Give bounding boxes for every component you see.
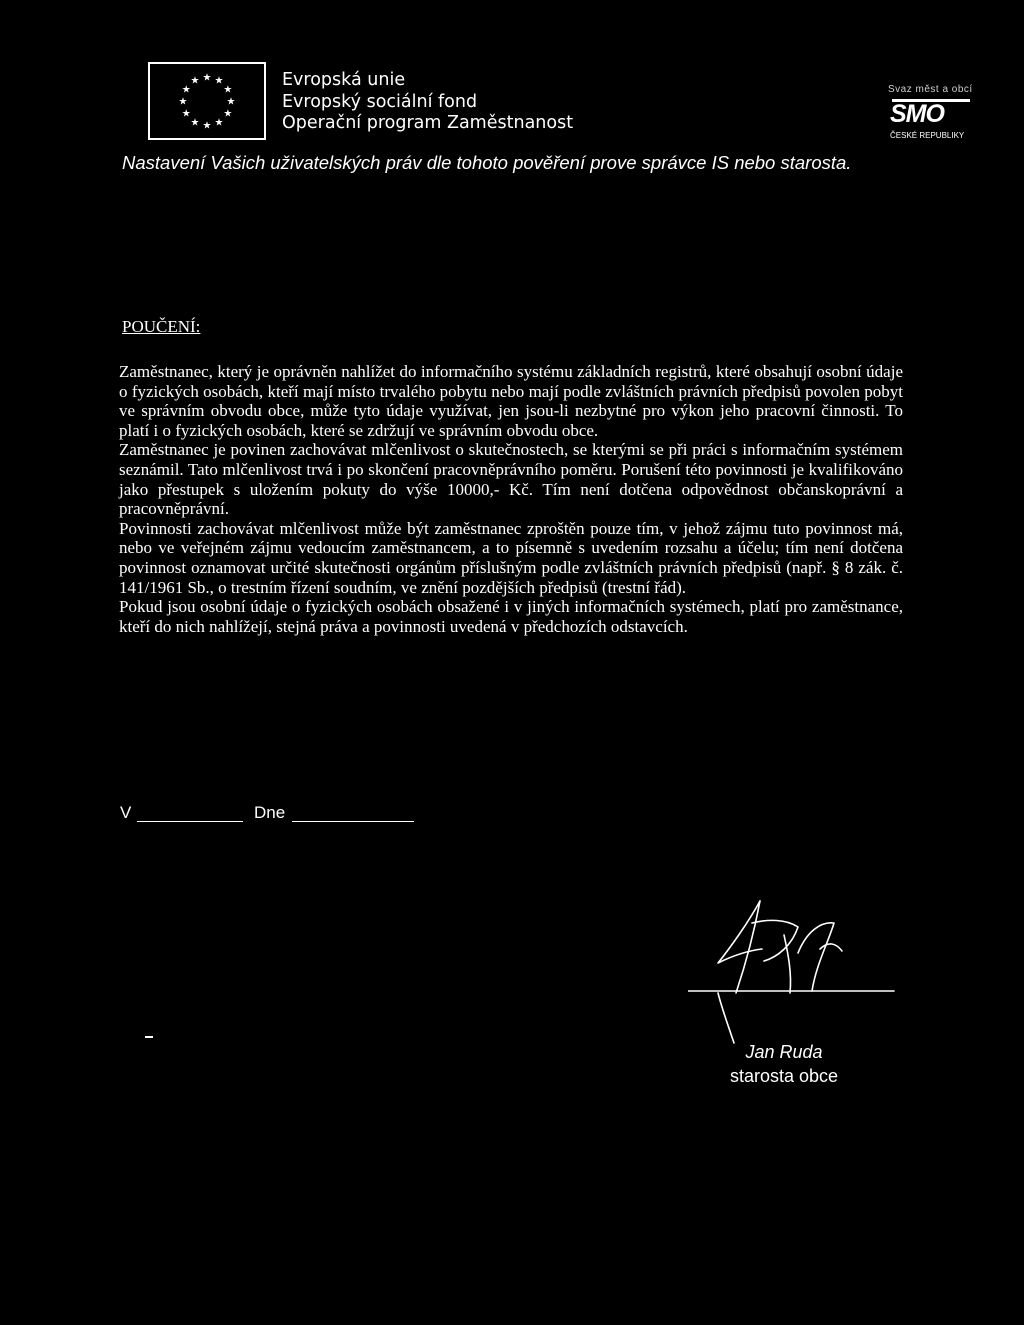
eu-star-icon: ★ (181, 84, 191, 96)
eu-stars-icon (150, 64, 264, 138)
eu-star-icon: ★ (181, 108, 191, 120)
eu-star-icon: ★ (223, 84, 233, 96)
eu-line-union: Evropská unie (282, 70, 406, 90)
dash-mark (145, 1036, 153, 1038)
instruction-paragraph: Zaměstnanec je povinen zachovávat mlčenlivost o skutečnostech, se kterými se při práci s informačním systémem seznámil. Tato mlčenlivost trvá i po skončení pracovněprávního poměru. Porušení této povinnosti je kvalifikováno jako přestupek s uložením pokuty do výše 10000,- Kč. Tím není dotčena odpovědnost občanskoprávní a pracovněprávní. (119, 440, 903, 519)
eu-star-icon: ★ (226, 96, 236, 108)
intro-note: Nastavení Vašich uživatelských práv dle tohoto pověření prove správce IS nebo starosta. (122, 152, 852, 173)
smo-logo-sub-text: ČESKÉ REPUBLIKY (890, 131, 965, 140)
signer-title: starosta obce (730, 1066, 839, 1086)
instruction-body (119, 362, 903, 636)
eu-flag-logo (148, 62, 266, 140)
eu-star-icon: ★ (202, 120, 212, 132)
eu-star-icon: ★ (223, 108, 233, 120)
instruction-paragraph: Povinnosti zachovávat mlčenlivost může být zaměstnanec zproštěn pouze tím, v jehož zájmu tuto povinnost má, nebo ve veřejném zájmu vedoucím zaměstnancem, a to písemně s uvedením rozsahu a účelu; tím není dotčena povinnost oznamovat určité skutečnosti orgánům příslušným podle zvláštních právních předpisů (např. § 8 zák. č. 141/1961 Sb., o trestním řízení soudním, ve znění pozdějších předpisů (trestní řád). (119, 518, 903, 597)
instruction-heading: POUČENÍ: (122, 317, 201, 336)
place-blank-line (137, 821, 243, 822)
date-blank-line (292, 821, 414, 822)
instruction-paragraph: Pokud jsou osobní údaje o fyzických osobách obsažené i v jiných informačních systémech, platí pro zaměstnance, kteří do nich nahlížejí, stejná práva a povinnosti uvedená v předchozích odstavcích. (119, 597, 903, 636)
place-label: V (120, 803, 132, 822)
signer-block (730, 1040, 838, 1088)
eu-line-program: Operační program Zaměstnanost (282, 113, 574, 133)
eu-program-header (282, 70, 573, 135)
eu-line-fund: Evropský sociální fond (282, 91, 478, 112)
instruction-paragraph: Zaměstnanec, který je oprávněn nahlížet do informačního systému základních registrů, které obsahují osobní údaje o fyzických osobách, kteří mají místo trvalého pobytu nebo mají podle zvláštních právních předpisů povolen pobyt ve správním obvodu obce, může tyto údaje využívat, jen jsou-li nezbytné pro výkon jeho pracovní činnosti. To platí i o fyzických osobách, které se zdržují ve správním obvodu obce. (119, 362, 903, 440)
smo-logo-main-text: SMO (890, 100, 944, 128)
eu-star-icon: ★ (190, 117, 200, 129)
eu-star-icon: ★ (190, 75, 200, 87)
signer-name: Jan Ruda (745, 1042, 823, 1062)
smo-logo-top-text: Svaz měst a obcí (888, 84, 973, 95)
eu-star-icon: ★ (178, 96, 188, 108)
handwritten-signature (688, 893, 898, 1053)
eu-star-icon: ★ (214, 117, 224, 129)
eu-star-icon: ★ (202, 72, 212, 84)
smo-logo (884, 78, 984, 144)
eu-star-icon: ★ (214, 75, 224, 87)
date-label: Dne (254, 803, 286, 822)
